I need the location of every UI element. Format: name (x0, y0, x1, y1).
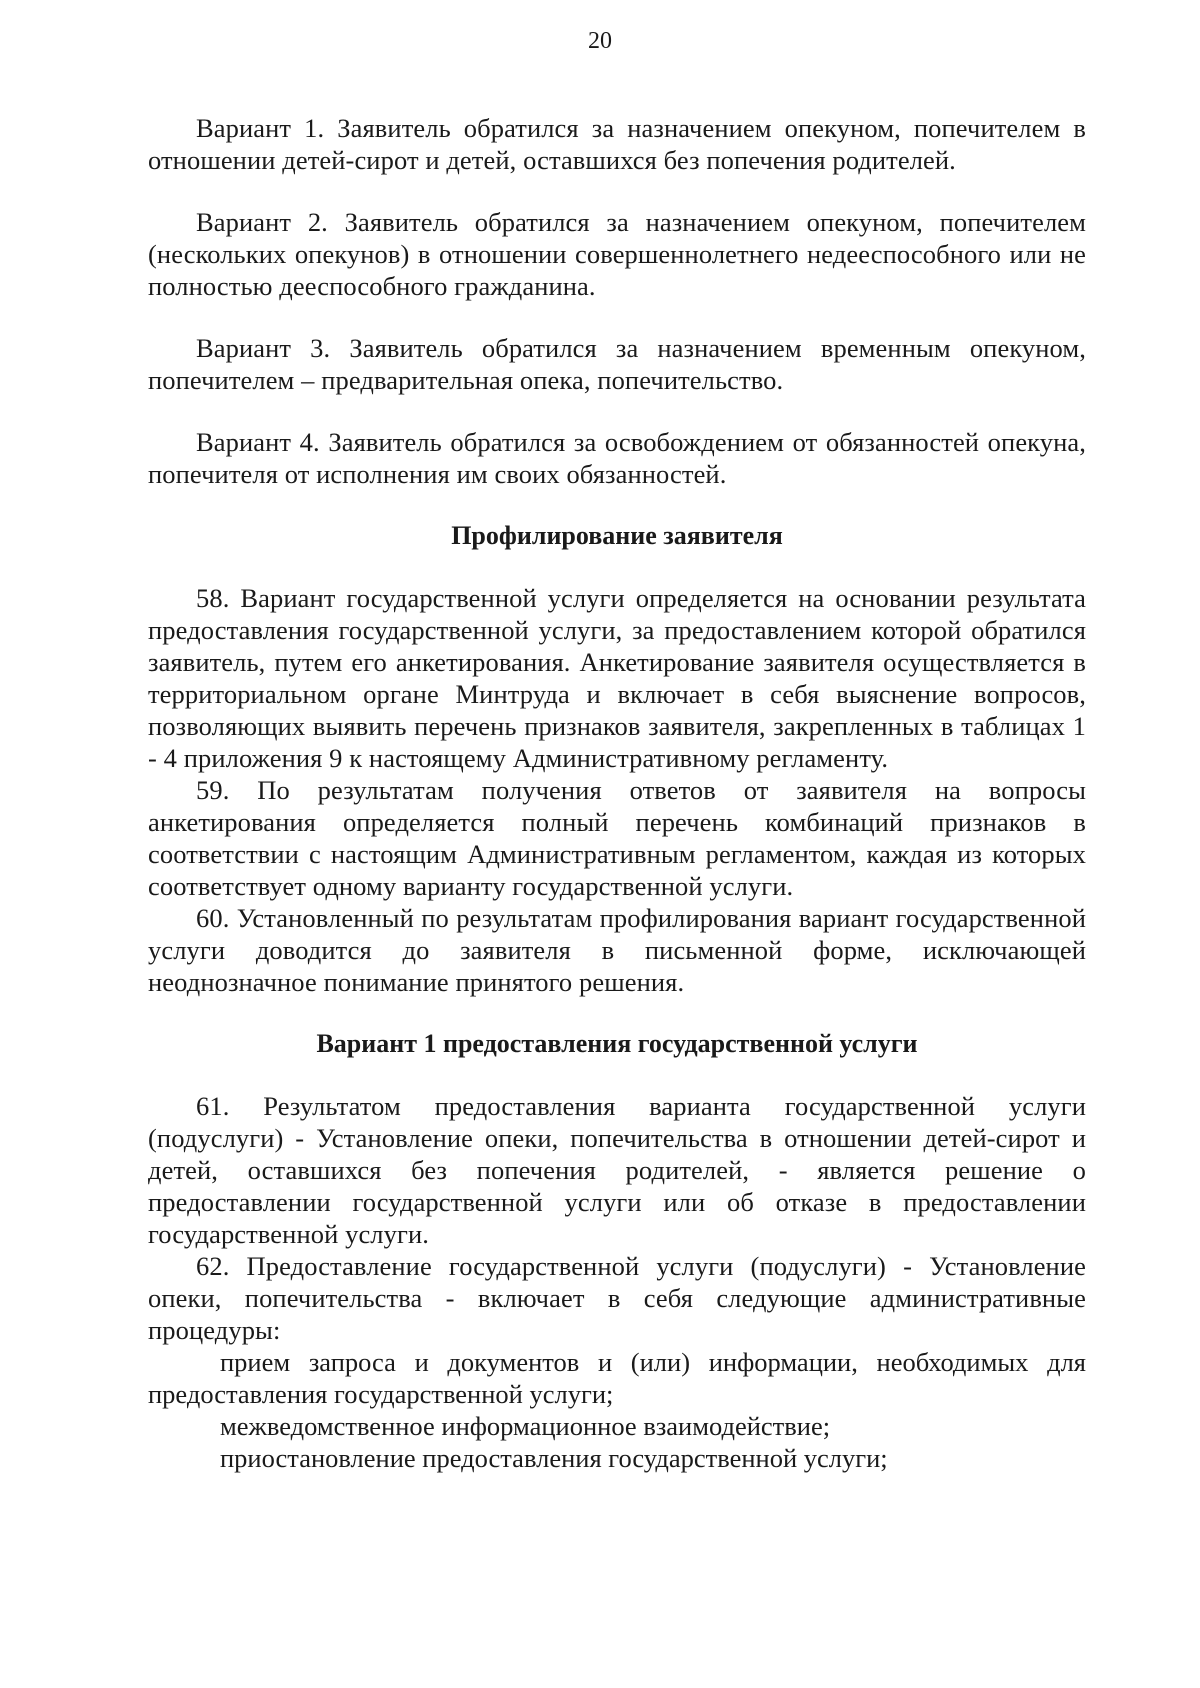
paragraph-58: 58. Вариант государственной услуги определяется на основании результата предоставления государственной услуги, за предоставлением которой обратился заявитель, путем его анкетирования. Анкетирование заявителя осуществляется в территориальном органе Минтруда и включает в себя выяснение вопросов, позволяющих выявить перечень признаков заявителя, закрепленных в таблицах 1 - 4 приложения 9 к настоящему Административному регламенту. (148, 583, 1086, 773)
paragraph-61: 61. Результатом предоставления варианта государственной услуги (подуслуги) - Установление опеки, попечительства в отношении детей-сирот и детей, оставшихся без попечения родителей, - является решение о предоставлении государственной услуги или об отказе в предоставлении государственной услуги. (148, 1091, 1086, 1249)
paragraph-62: 62. Предоставление государственной услуги (подуслуги) - Установление опеки, попечительства - включает в себя следующие административные процедуры: (148, 1251, 1086, 1345)
variant-1-paragraph: Вариант 1. Заявитель обратился за назначением опекуном, попечителем в отношении детей-сирот и детей, оставшихся без попечения родителей. (148, 113, 1086, 175)
section-heading-profiling: Профилирование заявителя (451, 521, 783, 550)
variant-4-paragraph: Вариант 4. Заявитель обратился за освобождением от обязанностей опекуна, попечителя от исполнения им своих обязанностей. (148, 427, 1086, 489)
page-number: 20 (588, 28, 612, 54)
procedure-item: межведомственное информационное взаимодействие; (220, 1411, 831, 1441)
paragraph-59: 59. По результатам получения ответов от заявителя на вопросы анкетирования определяется полный перечень комбинаций признаков в соответствии с настоящим Административным регламентом, каждая из которых соответствует одному варианту государственной услуги. (148, 775, 1086, 901)
document-body (148, 112, 1086, 1474)
variant-2-paragraph: Вариант 2. Заявитель обратился за назначением опекуном, попечителем (нескольких опекунов) в отношении совершеннолетнего недееспособного или не полностью дееспособного гражданина. (148, 207, 1086, 301)
procedure-item: приостановление предоставления государственной услуги; (220, 1443, 888, 1473)
procedure-item: прием запроса и документов и (или) информации, необходимых для предоставления государственной услуги; (148, 1347, 1086, 1409)
paragraph-60: 60. Установленный по результатам профилирования вариант государственной услуги доводится до заявителя в письменной форме, исключающей неоднозначное понимание принятого решения. (148, 903, 1086, 997)
variant-3-paragraph: Вариант 3. Заявитель обратился за назначением временным опекуном, попечителем – предварительная опека, попечительство. (148, 333, 1086, 395)
section-heading-variant-1: Вариант 1 предоставления государственной услуги (316, 1029, 918, 1058)
